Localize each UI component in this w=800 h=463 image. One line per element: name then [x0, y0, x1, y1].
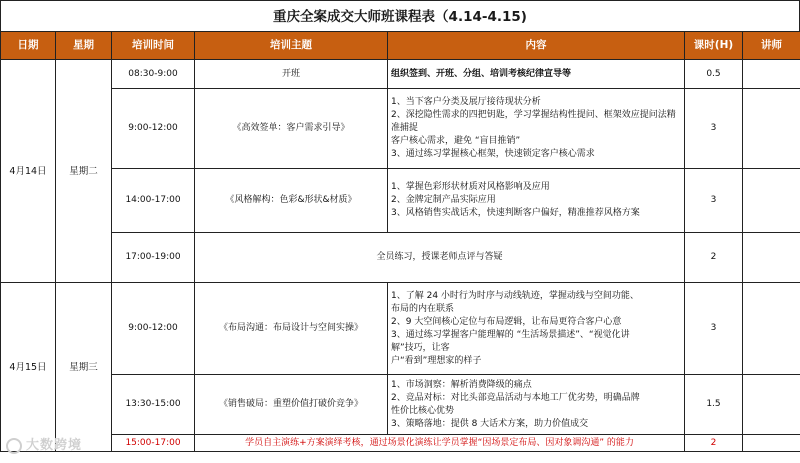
hours-cell: 3: [685, 169, 743, 233]
content-line: 解”技巧，让客: [391, 342, 450, 353]
content-line: 3、通过练习掌握核心框架，快速锁定客户核心需求: [391, 149, 595, 159]
date-cell: 4月15日: [1, 283, 56, 452]
content-line: 3、风格销售实战话术，快速判断客户偏好，精准推荐风格方案: [391, 208, 640, 218]
lecturer-cell: [743, 169, 800, 233]
table-row: [1, 60, 800, 89]
topic-cell: 全员练习，授课老师点评与答疑: [195, 233, 685, 283]
content-line: 2、金牌定制产品实际应用: [391, 195, 496, 205]
content-line: 2、9 大空间核心定位与布局逻辑，让布局更符合客户心意: [391, 316, 622, 327]
content-line: 1、了解 24 小时行为时序与动线轨迹，掌握动线与空间功能、: [391, 290, 639, 301]
hours-cell: 2: [685, 435, 743, 452]
content-line: 布局的内在联系: [391, 303, 455, 314]
topic-cell: 开班: [195, 60, 388, 89]
lecturer-cell: [743, 89, 800, 169]
table-row: [1, 435, 800, 452]
content-cell: [388, 89, 685, 169]
content-cell: [388, 375, 685, 435]
time-cell: 9:00-12:00: [112, 283, 195, 375]
content-line: 1、市场洞察：解析消费降级的痛点: [391, 379, 532, 390]
header-row: [1, 32, 800, 60]
weekday-cell: 星期三: [56, 283, 112, 452]
time-cell: 13:30-15:00: [112, 375, 195, 435]
content-line: 1、当下客户分类及展厅接待现状分析: [391, 97, 541, 107]
content-line: 3、通过练习掌握客户能理解的 “生活场景描述”、“视觉化讲: [391, 329, 630, 340]
page-title: 重庆全案成交大师班课程表（4.14-4.15): [0, 0, 800, 32]
content-line: 2、竞品对标：对比头部竞品活动与本地工厂优劣势，明确品牌: [391, 392, 640, 403]
lecturer-cell: [743, 435, 800, 452]
table-row: [1, 283, 800, 375]
header-date: 日期: [1, 32, 56, 60]
content-line: 户“看到”理想家的样子: [391, 355, 482, 366]
time-cell: 15:00-17:00: [112, 435, 195, 452]
hours-cell: 1.5: [685, 375, 743, 435]
time-cell: 14:00-17:00: [112, 169, 195, 233]
content-cell: [388, 169, 685, 233]
header-content: 内容: [388, 32, 685, 60]
content-line: 3、策略落地：提供 8 大话术方案，助力价值成交: [391, 418, 589, 429]
topic-cell: 《布局沟通：布局设计与空间实操》: [195, 283, 388, 375]
weekday-cell: 星期二: [56, 60, 112, 283]
topic-cell: 学员自主演练+方案演绎考核，通过场景化演练让学员掌握“因场景定布局、因对象调沟通” 的能力: [195, 435, 685, 452]
content-line: 2、深挖隐性需求的四把钥匙，学习掌握结构性提问、框架效应提问法精准捕捉: [391, 110, 676, 133]
date-cell: 4月14日: [1, 60, 56, 283]
lecturer-cell: [743, 283, 800, 375]
time-cell: 9:00-12:00: [112, 89, 195, 169]
header-topic: 培训主题: [195, 32, 388, 60]
content-line: 客户核心需求，避免 “盲目推销”: [391, 136, 521, 146]
table-row: [1, 375, 800, 435]
hours-cell: 0.5: [685, 60, 743, 89]
content-line: 1、掌握色彩形状材质对风格影响及应用: [391, 182, 550, 192]
table-row: [1, 233, 800, 283]
schedule-table: [0, 31, 800, 452]
hours-cell: 3: [685, 283, 743, 375]
hours-cell: 2: [685, 233, 743, 283]
content-line: 组织签到、开班、分组、培训考核纪律宣导等: [391, 68, 572, 79]
table-row: [1, 89, 800, 169]
content-cell: [388, 60, 685, 89]
hours-cell: 3: [685, 89, 743, 169]
table-row: [1, 169, 800, 233]
topic-cell: 《销售破局：重塑价值打破价竞争》: [195, 375, 388, 435]
header-lecturer: 讲师: [743, 32, 800, 60]
lecturer-cell: [743, 375, 800, 435]
lecturer-cell: [743, 233, 800, 283]
header-hours: 课时(H): [685, 32, 743, 60]
content-line: 性价比核心优势: [391, 405, 455, 416]
watermark-logo-icon: [6, 438, 22, 454]
lecturer-cell: [743, 60, 800, 89]
topic-cell: 《高效签单：客户需求引导》: [195, 89, 388, 169]
time-cell: 08:30-9:00: [112, 60, 195, 89]
header-weekday: 星期: [56, 32, 112, 60]
watermark: [6, 434, 82, 454]
topic-cell: 《风格解构：色彩&形状&材质》: [195, 169, 388, 233]
time-cell: 17:00-19:00: [112, 233, 195, 283]
watermark-text: 大数跨境: [26, 438, 83, 453]
content-cell: [388, 283, 685, 375]
header-time: 培训时间: [112, 32, 195, 60]
